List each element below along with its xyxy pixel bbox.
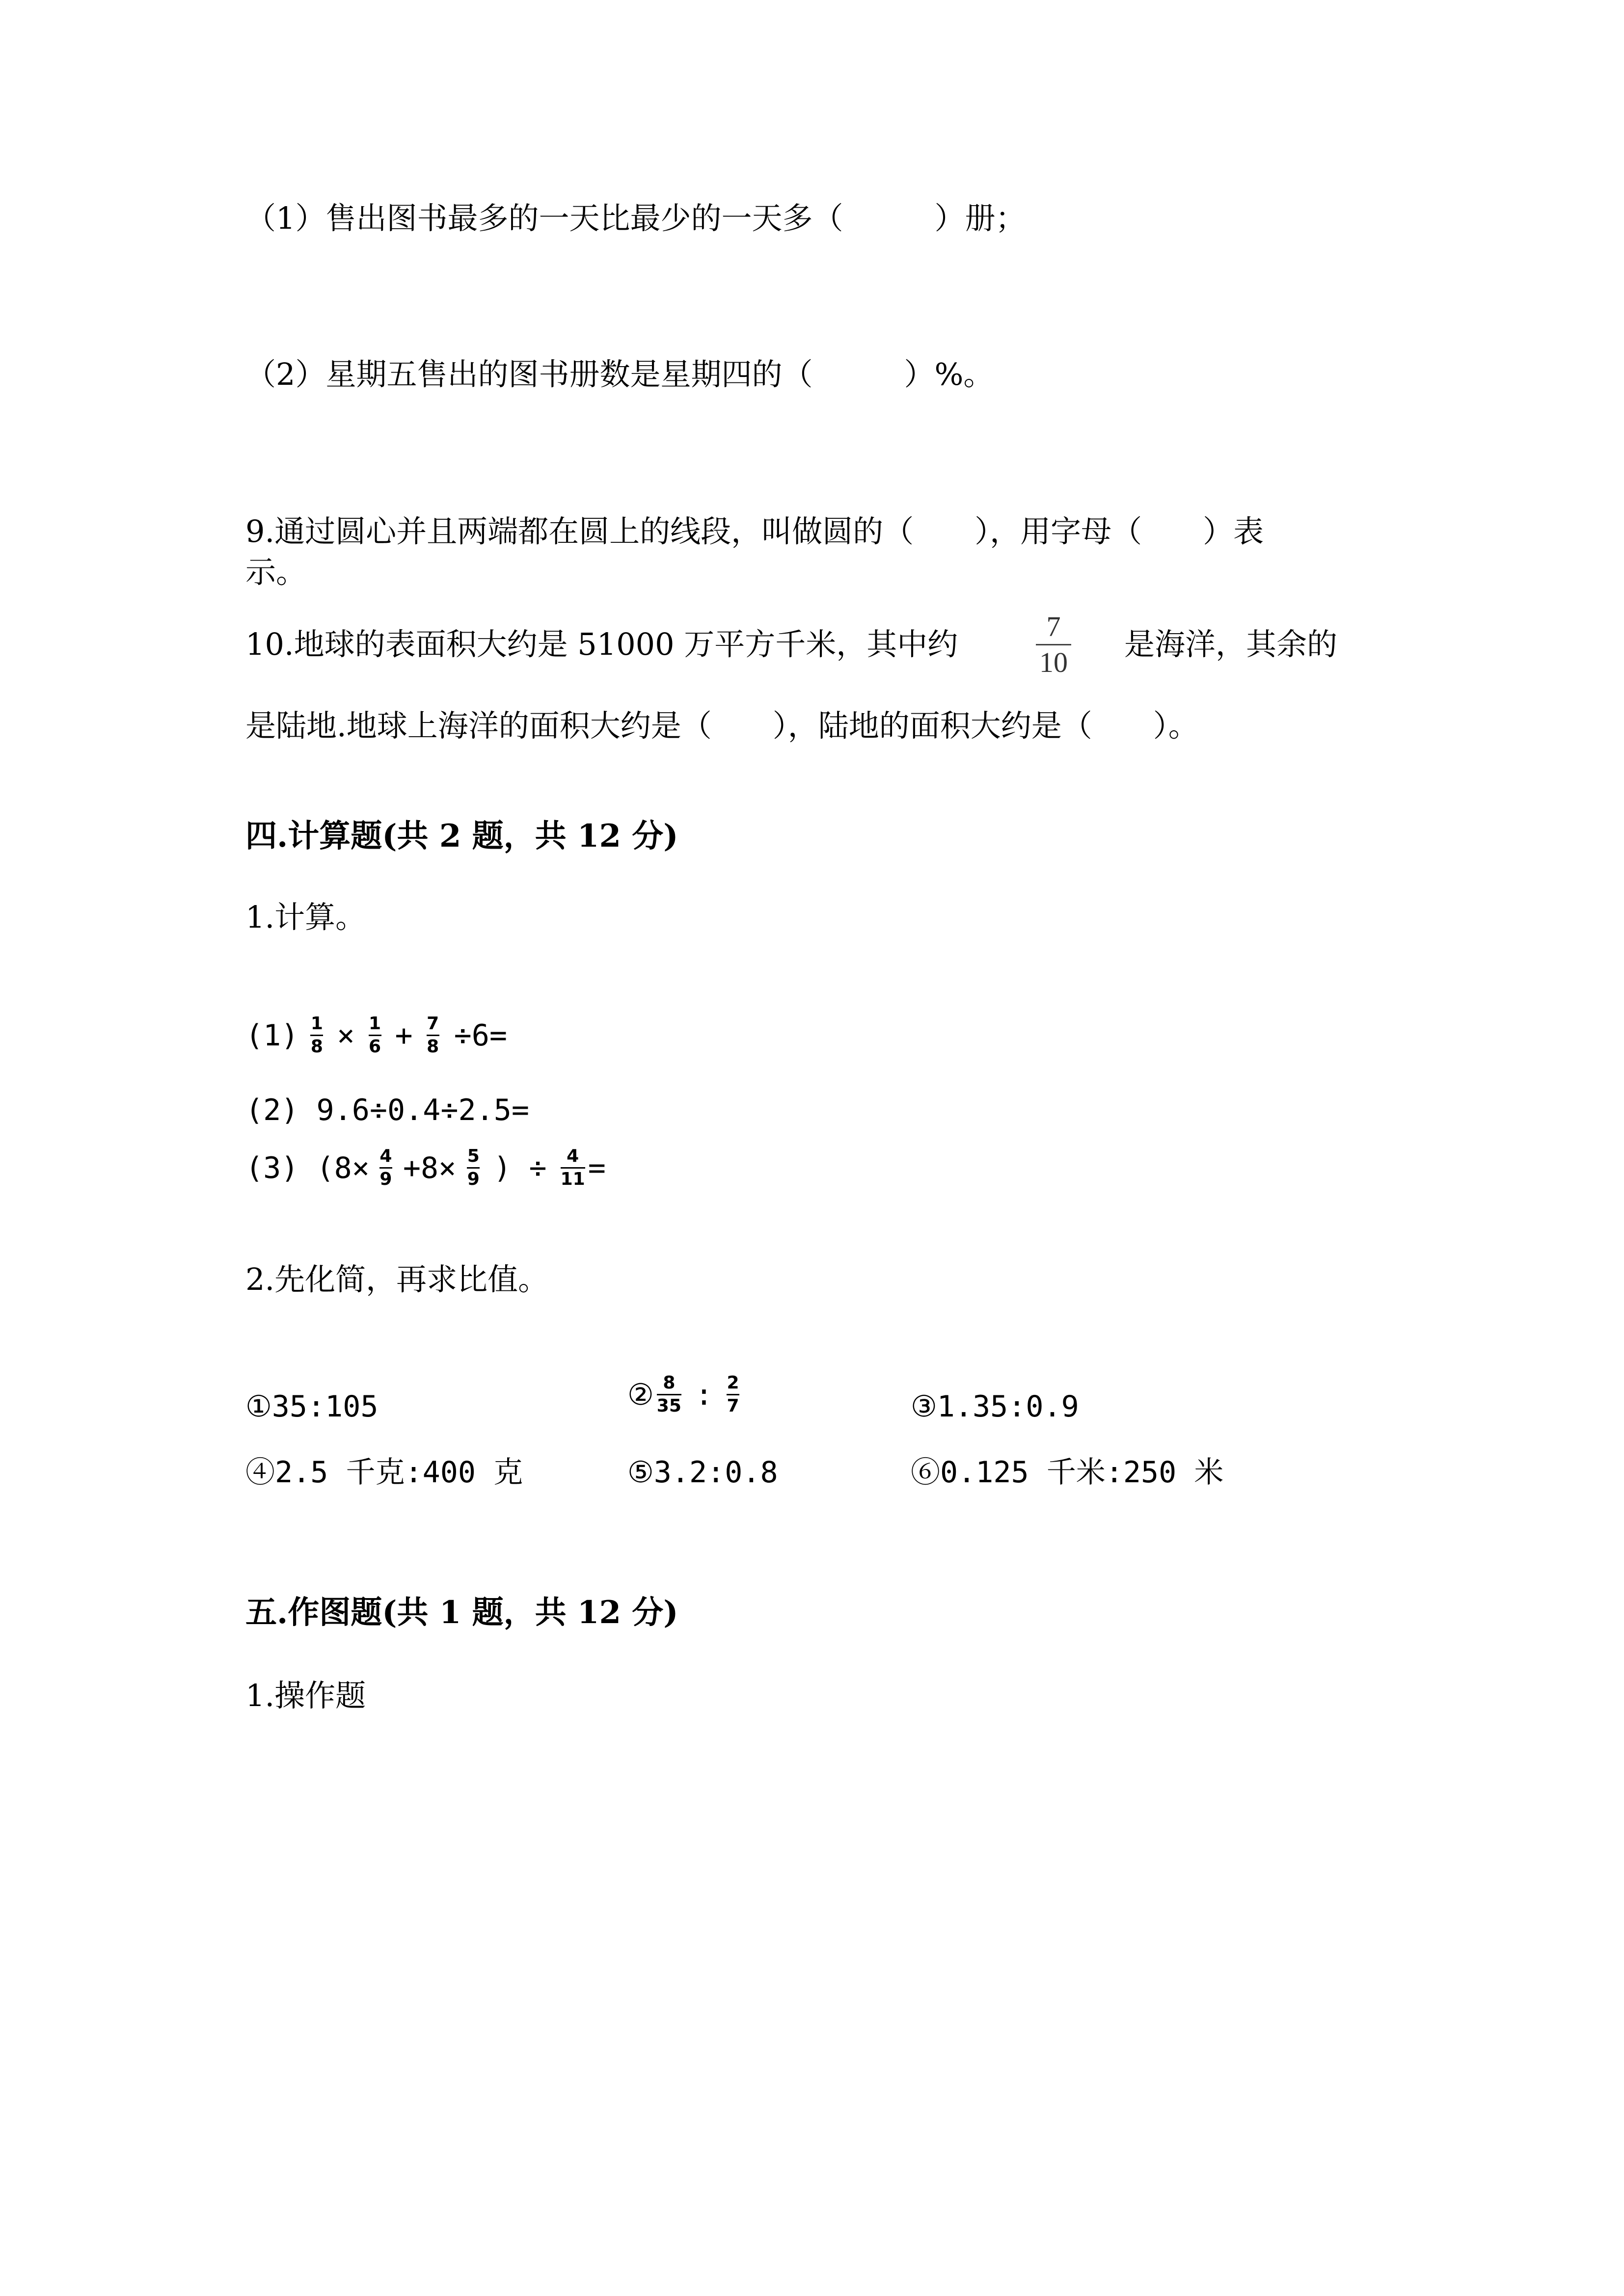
- q10-fraction: [1036, 613, 1071, 677]
- frac-bar: [657, 1394, 681, 1395]
- ratio-2-colon: :: [695, 1377, 713, 1412]
- frac-den: 9: [379, 1169, 392, 1189]
- frac-num: 8: [663, 1373, 676, 1393]
- s4-p1-item-a: [245, 1015, 507, 1056]
- frac-bar: [427, 1035, 439, 1036]
- frac-den: 11: [560, 1169, 585, 1189]
- frac-num: 4: [567, 1146, 579, 1166]
- q10-line1-before: 10.地球的表面积大约是 51000 万平方千米，其中约: [245, 626, 958, 662]
- item-a-prefix: (1): [245, 1018, 299, 1053]
- ratio-6: ⑥0.125 千米:250 米: [911, 1455, 1224, 1490]
- frac-den: 9: [467, 1169, 480, 1189]
- q10-frac-numerator: 7: [1046, 611, 1061, 642]
- frac-num: 2: [727, 1373, 739, 1393]
- frac-num: 4: [379, 1146, 392, 1166]
- item-a-frac3: [427, 1015, 439, 1056]
- item-c-prefix: (3) (8×: [245, 1150, 370, 1185]
- q8-sub1: （1）售出图书最多的一天比最少的一天多（ ）册；: [245, 200, 1026, 236]
- item-a-op2: +: [395, 1018, 413, 1053]
- item-a-op1: ×: [337, 1018, 355, 1053]
- item-c-frac3: [561, 1148, 585, 1188]
- item-a-tail: ÷6=: [454, 1018, 507, 1053]
- q9-line1: 9.通过圆心并且两端都在圆上的线段，叫做圆的（ ），用字母（ ）表: [245, 513, 1264, 549]
- s4-p2-title: 2.先化简，再求比值。: [245, 1261, 549, 1297]
- frac-den: 6: [368, 1037, 381, 1057]
- item-c-frac1: [379, 1148, 392, 1188]
- ratio-2-frac2: [727, 1374, 739, 1415]
- frac-num: 5: [467, 1146, 480, 1166]
- frac-bar: [379, 1167, 392, 1169]
- ratio-5: ⑤3.2:0.8: [627, 1455, 778, 1490]
- frac-den: 7: [727, 1396, 739, 1416]
- q10-frac-bar: [1036, 644, 1071, 645]
- frac-num: 1: [368, 1014, 381, 1034]
- q10-line2: 是陆地.地球上海洋的面积大约是（ ），陆地的面积大约是（ ）。: [245, 708, 1199, 744]
- s4-p1-title: 1.计算。: [245, 899, 366, 935]
- q10-line1-after: 是海洋，其余的: [1124, 626, 1338, 662]
- q8-sub2: （2）星期五售出的图书册数是星期四的（ ）%。: [245, 356, 994, 392]
- frac-bar: [467, 1167, 480, 1169]
- frac-bar: [727, 1394, 739, 1395]
- s4-p1-item-c: [245, 1148, 606, 1188]
- item-c-frac2: [467, 1148, 480, 1188]
- section4-heading: 四.计算题(共 2 题，共 12 分): [245, 818, 678, 854]
- ratio-3: ③1.35:0.9: [911, 1389, 1079, 1424]
- frac-num: 7: [427, 1014, 439, 1034]
- item-c-mid: +8×: [403, 1150, 457, 1185]
- ratio-2-frac1: [657, 1374, 681, 1415]
- item-a-frac2: [369, 1015, 381, 1056]
- frac-bar: [369, 1035, 381, 1036]
- frac-bar: [561, 1167, 585, 1169]
- frac-num: 1: [310, 1014, 323, 1034]
- q9-line2: 示。: [245, 554, 307, 590]
- ratio-2: [627, 1374, 742, 1415]
- frac-bar: [310, 1035, 323, 1036]
- q10-frac-denominator: 10: [1039, 646, 1068, 678]
- section5-heading: 五.作图题(共 1 题，共 12 分): [245, 1594, 678, 1631]
- frac-den: 8: [427, 1037, 439, 1057]
- frac-den: 8: [310, 1037, 323, 1057]
- ratio-4: ④2.5 千克:400 克: [245, 1455, 523, 1490]
- item-a-frac1: [310, 1015, 323, 1056]
- item-c-tail: =: [588, 1150, 606, 1185]
- item-c-close: ) ÷: [493, 1150, 547, 1185]
- frac-den: 35: [656, 1396, 681, 1416]
- s4-p1-item-b: (2) 9.6÷0.4÷2.5=: [245, 1093, 529, 1127]
- ratio-2-marker: ②: [627, 1377, 654, 1412]
- ratio-1: ①35:105: [245, 1389, 379, 1424]
- s5-p1-title: 1.操作题: [245, 1678, 366, 1713]
